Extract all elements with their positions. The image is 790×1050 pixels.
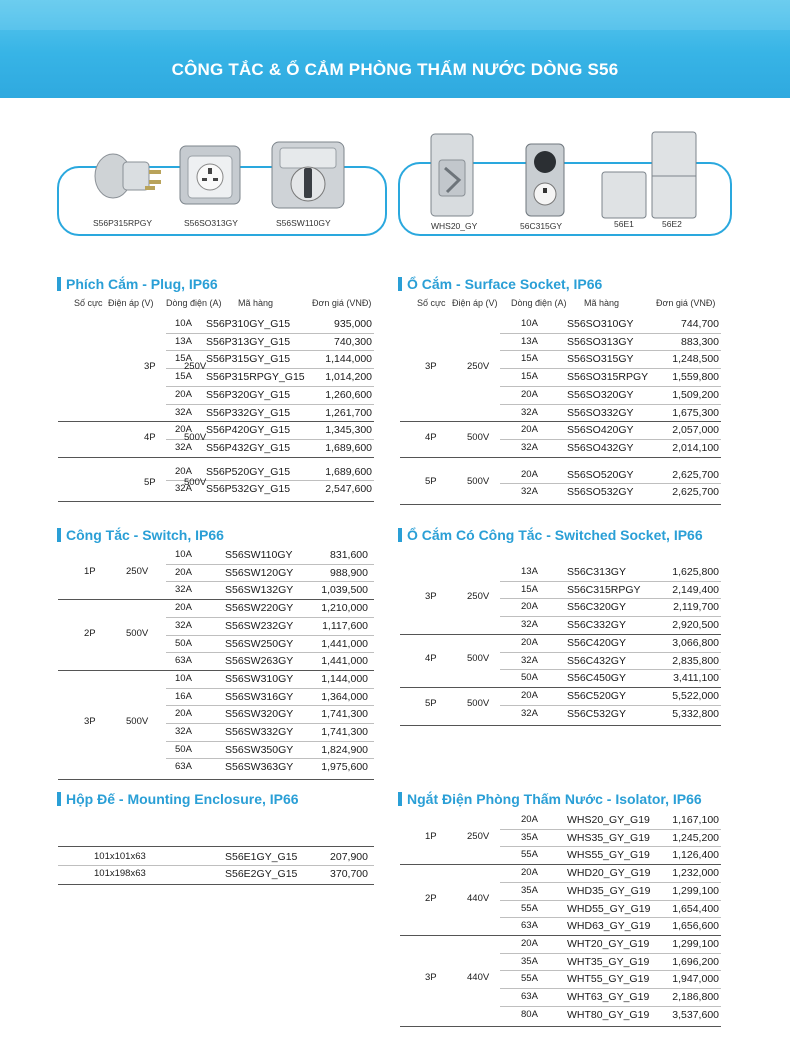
current-cell: 20A	[521, 867, 538, 879]
product-code-cell: S56SO315GY	[567, 353, 634, 366]
product-code-cell: S56SW350GY	[225, 743, 294, 756]
price-cell: 988,900	[330, 566, 368, 579]
poles-cell: 3P	[425, 591, 437, 603]
table-row	[58, 635, 374, 653]
table-top-rule	[58, 846, 374, 847]
price-cell: 5,332,800	[672, 707, 719, 720]
product-code-cell: S56SW250GY	[225, 637, 294, 650]
plug-header-voltage: Điện áp (V)	[108, 298, 154, 308]
table-bottom-rule	[400, 725, 721, 726]
current-cell: 20A	[521, 636, 538, 648]
product-code-cell: S56P532GY_G15	[206, 483, 291, 496]
price-cell: 370,700	[330, 868, 368, 880]
product-code-cell: S56SW220GY	[225, 602, 294, 615]
table-row	[58, 439, 374, 457]
price-cell: 2,920,500	[672, 619, 719, 632]
product-code-cell: S56SO332GY	[567, 406, 634, 419]
table-row	[58, 564, 374, 582]
current-cell: 10A	[521, 318, 538, 329]
table-row	[400, 598, 721, 616]
product-code-cell: S56C320GY	[567, 601, 626, 614]
current-cell: 13A	[521, 335, 538, 347]
voltage-cell: 440V	[467, 972, 490, 984]
price-cell: 2,014,100	[672, 441, 719, 454]
price-cell: 1,441,000	[321, 655, 368, 668]
product-code-cell: WHS20_GY_G19	[567, 814, 650, 826]
product-code-cell: S56P332GY_G15	[206, 406, 291, 419]
voltage-cell: 500V	[184, 431, 207, 443]
table-row	[400, 669, 721, 687]
table-row	[58, 599, 374, 617]
current-cell: 32A	[521, 619, 538, 631]
product-code-cell: WHD35_GY_G19	[567, 884, 651, 897]
current-cell: 16A	[175, 690, 192, 702]
current-cell: 15A	[521, 353, 538, 365]
current-cell: 15A	[521, 583, 538, 595]
product-code-cell: S56C332GY	[567, 619, 626, 632]
current-cell: 50A	[175, 637, 192, 649]
current-cell: 15A	[175, 353, 192, 365]
product-code-cell: WHD20_GY_G19	[567, 867, 651, 880]
current-cell: 32A	[175, 584, 192, 596]
current-cell: 20A	[521, 601, 538, 613]
isolator-image	[427, 130, 477, 220]
current-cell: 32A	[175, 406, 192, 418]
product-code-cell: S56SW363GY	[225, 761, 294, 774]
table-row	[400, 404, 721, 422]
product-code-cell: S56P420GY_G15	[206, 424, 291, 437]
product-code-cell: S56SW110GY	[225, 549, 293, 561]
voltage-cell: 250V	[467, 361, 490, 373]
table-row	[400, 333, 721, 351]
current-cell: 20A	[175, 424, 192, 436]
product-code-cell: S56SW320GY	[225, 708, 294, 721]
table-row	[400, 846, 721, 864]
product-code-cell: WHT80_GY_G19	[567, 1008, 650, 1021]
price-cell: 1,245,200	[672, 831, 719, 844]
enclosure-image	[596, 126, 726, 226]
product-code-cell: WHT20_GY_G19	[567, 937, 650, 950]
plug-header-current: Dòng điện (A)	[166, 298, 222, 308]
product-code-cell: WHD55_GY_G19	[567, 902, 651, 915]
page-title: CÔNG TẮC & Ổ CẮM PHÒNG THẤM NƯỚC DÒNG S56	[171, 60, 619, 79]
socket-header-current: Dòng điện (A)	[511, 298, 567, 308]
switched-socket-image	[522, 140, 568, 220]
table-row	[58, 581, 374, 599]
current-cell: 35A	[521, 955, 538, 967]
current-cell: 20A	[521, 814, 538, 825]
enclosure-section-title: Hộp Đế - Mounting Enclosure, IP66	[57, 791, 299, 807]
table-row	[400, 829, 721, 847]
socket-header-voltage: Điện áp (V)	[452, 298, 498, 308]
current-cell: 20A	[175, 602, 192, 614]
product-code-cell: S56SW332GY	[225, 726, 294, 738]
socket-header-code: Mã hàng	[584, 298, 620, 308]
poles-cell: 3P	[144, 361, 156, 373]
price-cell: 1,364,000	[321, 690, 368, 703]
current-cell: 80A	[521, 1008, 538, 1020]
product-code-cell: WHT35_GY_G19	[567, 955, 650, 968]
product-code-cell: S56C313GY	[567, 566, 626, 578]
table-row	[400, 687, 721, 705]
current-cell: 20A	[521, 388, 538, 400]
price-cell: 1,689,600	[325, 441, 372, 454]
product-code-cell: S56SW316GY	[225, 690, 294, 703]
price-cell: 1,741,300	[321, 726, 368, 738]
current-cell: 32A	[175, 619, 192, 631]
current-cell: 63A	[175, 655, 192, 667]
table-row	[58, 617, 374, 635]
table-row	[400, 439, 721, 457]
current-cell: 55A	[521, 973, 538, 985]
product-code-cell: S56E2GY_G15	[225, 868, 298, 880]
plug-header-code: Mã hàng	[238, 298, 274, 308]
product-code-cell: S56C432GY	[567, 654, 626, 667]
table-row	[58, 386, 374, 404]
price-cell: 1,559,800	[672, 371, 719, 384]
price-cell: 1,656,600	[672, 920, 719, 933]
voltage-cell: 500V	[467, 476, 490, 488]
product-code-cell: S56C520GY	[567, 689, 626, 702]
product-code-cell: S56SO310GY	[567, 318, 634, 330]
table-row	[58, 848, 374, 866]
socket-header-poles: Số cực	[417, 298, 446, 308]
voltage-cell: 250V	[184, 361, 207, 373]
title-banner	[0, 0, 790, 98]
product-code-cell: S56P310GY_G15	[206, 318, 291, 330]
voltage-cell: 500V	[126, 716, 149, 727]
table-bottom-rule	[58, 501, 374, 502]
price-cell: 1,689,600	[325, 465, 372, 478]
product-code-cell: S56P313GY_G15	[206, 335, 291, 348]
table-row	[400, 315, 721, 333]
price-cell: 1,039,500	[321, 584, 368, 597]
price-cell: 1,144,000	[321, 672, 368, 685]
table-row	[400, 988, 721, 1006]
product-code-cell: S56SW120GY	[225, 566, 294, 579]
product-code-cell: S56SW132GY	[225, 584, 294, 597]
plug-header-price: Đơn giá (VNĐ)	[312, 298, 372, 308]
product-code-cell: WHS55_GY_G19	[567, 849, 650, 862]
table-row	[58, 404, 374, 422]
photo-caption-isolator: WHS20_GY	[431, 221, 478, 231]
price-cell: 207,900	[330, 851, 368, 863]
product-code-cell: S56P320GY_G15	[206, 388, 291, 401]
photo-caption-switch: S56SW110GY	[276, 218, 331, 228]
current-cell: 32A	[175, 483, 192, 495]
voltage-cell: 500V	[467, 653, 490, 665]
current-cell: 50A	[175, 743, 192, 755]
current-cell: 63A	[521, 991, 538, 1002]
current-cell: 32A	[521, 707, 538, 719]
current-cell: 10A	[175, 318, 192, 329]
table-bottom-rule	[58, 884, 374, 885]
product-code-cell: S56E1GY_G15	[225, 851, 298, 863]
table-bottom-rule	[58, 779, 374, 780]
isolator-section-title: Ngắt Điện Phòng Thấm Nước - Isolator, IP66	[398, 791, 702, 807]
table-row	[58, 670, 374, 688]
table-row	[58, 333, 374, 351]
price-cell: 1,441,000	[321, 637, 368, 650]
current-cell: 32A	[521, 441, 538, 453]
poles-cell: 2P	[84, 627, 96, 639]
table-row	[400, 811, 721, 829]
table-row	[400, 581, 721, 599]
price-cell: 1,299,100	[672, 884, 719, 897]
table-row	[58, 421, 374, 439]
price-cell: 1,654,400	[672, 902, 719, 915]
voltage-cell: 500V	[467, 697, 490, 709]
price-cell: 1,625,800	[672, 566, 719, 578]
current-cell: 63A	[521, 920, 538, 932]
size-cell: 101x198x63	[94, 868, 146, 879]
current-cell: 15A	[521, 371, 538, 383]
table-row	[400, 466, 721, 484]
current-cell: 20A	[175, 465, 192, 477]
current-cell: 20A	[175, 388, 192, 400]
product-code-cell: S56SO320GY	[567, 388, 634, 401]
product-code-cell: S56C450GY	[567, 672, 626, 685]
price-cell: 1,167,100	[672, 814, 719, 826]
current-cell: 32A	[521, 654, 538, 666]
price-cell: 1,260,600	[325, 388, 372, 401]
group-separator	[400, 457, 721, 458]
table-row	[400, 900, 721, 918]
voltage-cell: 500V	[184, 477, 207, 489]
current-cell: 35A	[521, 884, 538, 896]
product-code-cell: S56C315RPGY	[567, 583, 641, 596]
price-cell: 831,600	[330, 549, 368, 561]
price-cell: 5,522,000	[672, 689, 719, 702]
product-code-cell: S56SO532GY	[567, 486, 634, 499]
price-cell: 1,824,900	[321, 743, 368, 756]
current-cell: 20A	[175, 708, 192, 720]
product-code-cell: S56P520GY_G15	[206, 465, 291, 478]
voltage-cell: 500V	[126, 627, 149, 639]
product-code-cell: S56SO520GY	[567, 468, 634, 481]
price-cell: 1,299,100	[672, 937, 719, 950]
price-cell: 1,126,400	[672, 849, 719, 862]
poles-cell: 3P	[425, 972, 437, 984]
price-cell: 2,625,700	[672, 486, 719, 499]
table-row	[400, 421, 721, 439]
table-row	[58, 688, 374, 706]
price-cell: 740,300	[334, 335, 372, 348]
group-separator	[58, 457, 374, 458]
price-cell: 1,117,600	[322, 619, 368, 632]
price-cell: 1,248,500	[672, 353, 719, 366]
price-cell: 2,625,700	[672, 468, 719, 481]
table-row	[58, 865, 374, 883]
table-row	[58, 463, 374, 481]
table-bottom-rule	[400, 1026, 721, 1027]
table-row	[400, 882, 721, 900]
current-cell: 50A	[521, 672, 538, 684]
table-row	[400, 563, 721, 581]
table-row	[58, 368, 374, 386]
poles-cell: 3P	[425, 361, 437, 373]
table-row	[58, 705, 374, 723]
price-cell: 2,835,800	[672, 654, 719, 667]
price-cell: 1,947,000	[672, 973, 719, 986]
table-bottom-rule	[400, 504, 721, 505]
current-cell: 13A	[175, 335, 192, 347]
switched-socket-section-title: Ổ Cắm Có Công Tắc - Switched Socket, IP66	[398, 527, 703, 543]
plug-section-title: Phích Cắm - Plug, IP66	[57, 276, 218, 292]
product-code-cell: S56P315RPGY_G15	[206, 371, 305, 384]
photo-caption-plug: S56P315RPGY	[93, 218, 153, 228]
price-cell: 1,509,200	[672, 388, 719, 401]
price-cell: 2,057,000	[672, 424, 719, 437]
poles-cell: 1P	[425, 830, 437, 842]
price-cell: 1,144,000	[325, 353, 372, 366]
table-row	[58, 741, 374, 759]
product-code-cell: S56SW232GY	[225, 619, 294, 632]
table-row	[58, 652, 374, 670]
product-code-cell: WHS35_GY_G19	[567, 831, 650, 844]
table-row	[400, 483, 721, 501]
voltage-cell: 500V	[467, 431, 490, 443]
current-cell: 32A	[175, 726, 192, 737]
plug-image	[83, 140, 168, 205]
current-cell: 35A	[521, 831, 538, 843]
poles-cell: 2P	[425, 892, 437, 904]
product-code-cell: S56SW263GY	[225, 655, 294, 668]
price-cell: 744,700	[681, 318, 719, 330]
price-cell: 2,149,400	[672, 583, 719, 596]
current-cell: 32A	[175, 441, 192, 453]
table-row	[58, 723, 374, 741]
current-cell: 63A	[175, 761, 192, 773]
row-separator	[58, 865, 374, 866]
photo-caption-enclosure-2: 56E2	[662, 219, 682, 229]
current-cell: 32A	[521, 406, 538, 418]
poles-cell: 3P	[84, 716, 96, 727]
product-code-cell: S56SO313GY	[567, 335, 634, 348]
product-code-cell: S56SO432GY	[567, 441, 634, 454]
current-cell: 55A	[521, 849, 538, 861]
photo-caption-socket: S56SO313GY	[184, 218, 238, 228]
product-code-cell: S56SO315RPGY	[567, 371, 649, 384]
price-cell: 1,696,200	[672, 955, 719, 968]
photo-caption-switched-socket: 56C315GY	[520, 221, 563, 231]
price-cell: 1,741,300	[321, 708, 368, 721]
current-cell: 20A	[521, 689, 538, 701]
price-cell: 2,119,700	[673, 601, 719, 614]
price-cell: 3,537,600	[672, 1008, 719, 1021]
socket-image	[176, 140, 246, 210]
current-cell: 20A	[175, 566, 192, 578]
current-cell: 20A	[521, 424, 538, 436]
price-cell: 3,066,800	[672, 636, 719, 649]
price-cell: 1,975,600	[321, 761, 368, 774]
size-cell: 101x101x63	[94, 851, 146, 862]
table-row	[400, 634, 721, 652]
current-cell: 32A	[521, 486, 538, 498]
current-cell: 10A	[175, 672, 192, 684]
price-cell: 935,000	[334, 318, 372, 330]
table-row	[58, 758, 374, 776]
table-row	[400, 350, 721, 368]
table-row	[400, 705, 721, 723]
voltage-cell: 440V	[467, 892, 490, 904]
socket-section-title: Ổ Cắm - Surface Socket, IP66	[398, 276, 602, 292]
photo-caption-enclosure-1: 56E1	[614, 219, 634, 229]
table-row	[58, 315, 374, 333]
price-cell: 1,675,300	[672, 406, 719, 419]
poles-cell: 1P	[84, 565, 96, 577]
voltage-cell: 250V	[126, 565, 149, 577]
product-code-cell: WHT63_GY_G19	[567, 991, 650, 1003]
table-row	[400, 953, 721, 971]
product-code-cell: S56P315GY_G15	[206, 353, 291, 366]
poles-cell: 4P	[144, 431, 156, 443]
price-cell: 1,261,700	[325, 406, 372, 419]
price-cell: 1,232,000	[672, 867, 719, 880]
product-code-cell: WHT55_GY_G19	[567, 973, 650, 986]
table-row	[400, 386, 721, 404]
table-row	[400, 970, 721, 988]
price-cell: 3,411,100	[673, 672, 719, 685]
current-cell: 10A	[175, 549, 192, 560]
table-row	[400, 368, 721, 386]
product-code-cell: S56SO420GY	[567, 424, 634, 437]
price-cell: 883,300	[681, 335, 719, 348]
poles-cell: 5P	[425, 697, 437, 709]
product-code-cell: WHD63_GY_G19	[567, 920, 651, 933]
current-cell: 20A	[521, 468, 538, 480]
table-row	[400, 864, 721, 882]
poles-cell: 5P	[144, 477, 156, 489]
plug-header-poles: Số cực	[74, 298, 103, 308]
price-cell: 1,014,200	[325, 371, 372, 384]
table-row	[400, 917, 721, 935]
price-cell: 1,210,000	[321, 602, 368, 615]
switch-image	[268, 138, 348, 212]
table-row	[400, 652, 721, 670]
table-row	[58, 546, 374, 564]
switch-section-title: Công Tắc - Switch, IP66	[57, 527, 224, 543]
poles-cell: 5P	[425, 476, 437, 488]
voltage-cell: 250V	[467, 830, 490, 842]
voltage-cell: 250V	[467, 591, 490, 603]
table-row	[58, 480, 374, 498]
current-cell: 13A	[521, 566, 538, 577]
product-code-cell: S56P432GY_G15	[206, 441, 291, 454]
price-cell: 2,186,800	[672, 991, 719, 1003]
product-code-cell: S56C532GY	[567, 707, 626, 720]
socket-header-price: Đơn giá (VNĐ)	[656, 298, 716, 308]
poles-cell: 4P	[425, 653, 437, 665]
current-cell: 15A	[175, 371, 192, 383]
price-cell: 2,547,600	[325, 483, 372, 496]
table-row	[58, 350, 374, 368]
price-cell: 1,345,300	[325, 424, 372, 437]
table-row	[400, 616, 721, 634]
current-cell: 55A	[521, 902, 538, 914]
poles-cell: 4P	[425, 431, 437, 443]
table-row	[400, 935, 721, 953]
table-row	[400, 1006, 721, 1024]
current-cell: 20A	[521, 937, 538, 949]
product-code-cell: S56C420GY	[567, 636, 626, 649]
product-code-cell: S56SW310GY	[225, 672, 294, 685]
